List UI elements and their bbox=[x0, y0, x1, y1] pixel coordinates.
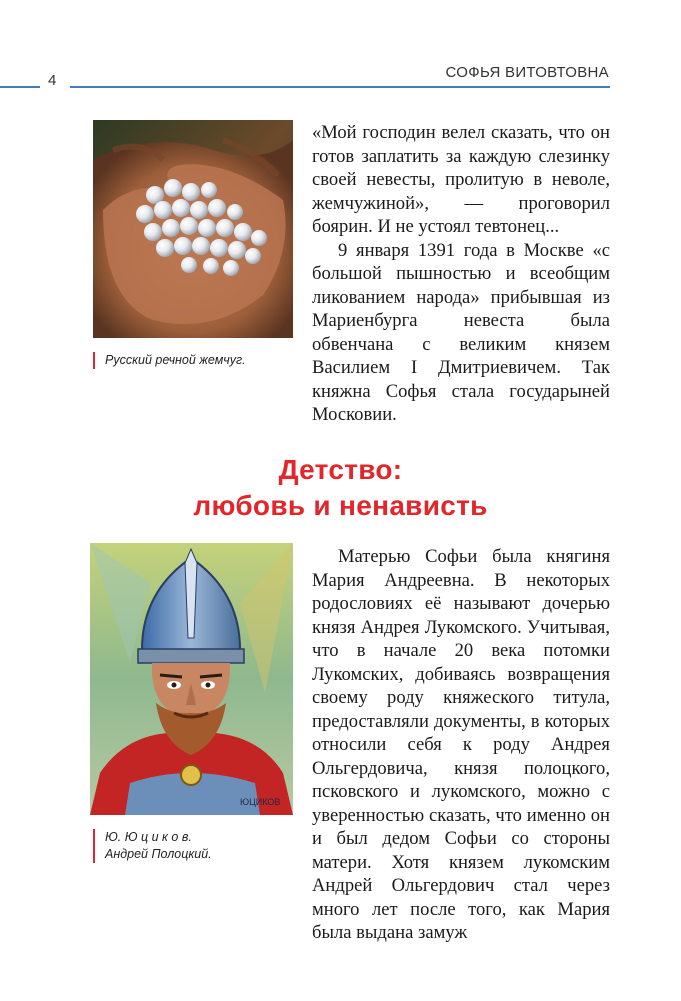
page-number: 4 bbox=[48, 72, 57, 89]
pearls-in-hands-icon bbox=[93, 120, 293, 338]
heading-line-1: Детство: bbox=[278, 454, 403, 485]
caption-title: Андрей Полоцкий. bbox=[105, 847, 212, 861]
running-head: СОФЬЯ ВИТОВТОВНА bbox=[445, 64, 609, 81]
section2-text bbox=[312, 545, 610, 945]
caption-text: Русский речной жемчуг. bbox=[105, 353, 246, 367]
heading-line-2: любовь и ненависть bbox=[193, 490, 488, 521]
pearls-photo bbox=[93, 120, 293, 338]
header-rule-left bbox=[0, 86, 40, 88]
paragraph: Матерью Софьи была княгиня Мария Андреевна. В некоторых родословиях её называют дочерью князя Андрея Лукомского. Учитывая, что в начале 20 века потомки Лукомских, добиваясь возвращения своему роду княжеского титула, предоставляли документы, в которых относили себя к роду Андрея Ольгердовича, князя полоцкого, псковского и лукомского, можно с уверенностью сказать, что именно он и был дедом Софьи со стороны матери. Хотя князем лукомским Андрей Ольгердович стал через много лет после того, как Мария была выдана замуж bbox=[312, 546, 610, 943]
warrior-portrait-icon bbox=[90, 543, 293, 815]
caption-author: Ю. Ю ц и к о в. bbox=[105, 830, 192, 844]
portrait-caption bbox=[93, 829, 305, 863]
paragraph: 9 января 1391 года в Москве «с большой пышностью и всеобщим ликованием народа» прибывшая из Мариенбурга невеста была обвенчана с великим князем Василием I Дмитриевичем. Так княжна Софья стала государыней Московии. bbox=[312, 239, 610, 425]
header-rule-right bbox=[70, 86, 610, 88]
section-heading bbox=[0, 452, 681, 524]
painting-signature: ЮЦИКОВ bbox=[240, 797, 281, 807]
warrior-portrait bbox=[90, 543, 293, 815]
pearls-caption bbox=[93, 352, 305, 369]
section1-text bbox=[312, 121, 610, 427]
paragraph: «Мой господин велел сказать, что он готов заплатить за каждую слезинку своей невесты, пролитую в неволе, жемчужиной», — проговорил боярин. И не устоял тевтонец... bbox=[312, 122, 610, 237]
